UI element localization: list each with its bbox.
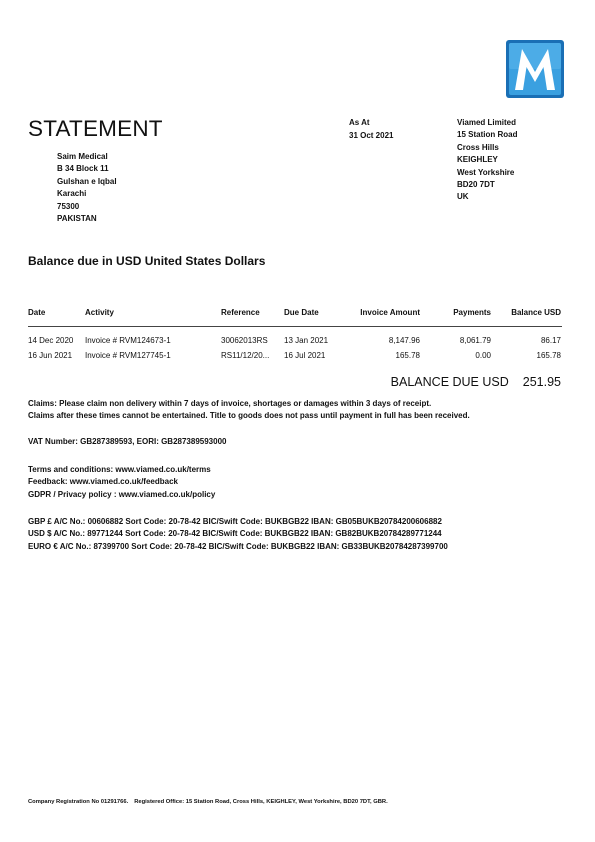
supplier-address-line: 15 Station Road <box>457 130 518 140</box>
table-row <box>28 333 562 348</box>
claims-note-line: Claims: Please claim non delivery within 7 days of invoice, shortages or damages within 3 days of receipt. <box>28 399 432 408</box>
supplier-address-line: West Yorkshire <box>457 167 515 177</box>
row-balance: 165.78 <box>536 350 561 360</box>
as-at-label: As At <box>349 118 370 127</box>
registered-office: Registered Office: 15 Station Road, Cross Hills, KEIGHLEY, West Yorkshire, BD20 7DT, GBR. <box>134 799 388 805</box>
statement-date-block <box>349 117 393 143</box>
statement-table <box>28 307 562 362</box>
balance-due-total <box>391 375 561 389</box>
table-header <box>28 307 562 327</box>
header-invoice-amount: Invoice Amount <box>360 308 420 317</box>
supplier-address-line: UK <box>457 192 469 202</box>
supplier-address-line: Viamed Limited <box>457 118 516 127</box>
policy-links <box>28 464 215 501</box>
header-reference: Reference <box>221 308 260 317</box>
header-date: Date <box>28 308 46 317</box>
row-due-date: 13 Jan 2021 <box>284 336 329 345</box>
customer-address-line: Gulshan e Iqbal <box>57 176 117 186</box>
customer-address-line: PAKISTAN <box>57 214 97 224</box>
table-body <box>28 333 562 362</box>
supplier-address <box>457 117 517 204</box>
row-due-date: 16 Jul 2021 <box>284 350 326 360</box>
viamed-logo-icon <box>506 40 564 98</box>
balance-due-amount: 251.95 <box>522 375 561 389</box>
row-reference: RS11/12/20... <box>221 350 270 360</box>
currency-heading: Balance due in USD United States Dollars <box>28 254 266 268</box>
customer-address-line: Saim Medical <box>57 152 108 161</box>
header-balance: Balance USD <box>511 308 561 317</box>
company-logo <box>506 40 564 98</box>
row-reference: 30062013RS <box>221 336 268 345</box>
feedback-link[interactable]: Feedback: www.viamed.co.uk/feedback <box>28 477 178 487</box>
row-payments: 0.00 <box>475 350 491 360</box>
header-due-date: Due Date <box>284 308 319 317</box>
supplier-address-line: BD20 7DT <box>457 180 495 190</box>
row-invoice-amount: 8,147.96 <box>388 336 420 345</box>
row-date: 14 Dec 2020 <box>28 336 74 345</box>
bank-account-gbp: GBP £ A/C No.: 00606882 Sort Code: 20-78-42 BIC/Swift Code: BUKBGB22 IBAN: GB05BUKB20784200606882 <box>28 517 442 526</box>
bank-account-eur: EURO € A/C No.: 87399700 Sort Code: 20-78-42 BIC/Swift Code: BUKBGB22 IBAN: GB33BUKB20784287399700 <box>28 541 448 551</box>
row-payments: 8,061.79 <box>459 336 491 345</box>
document-title: STATEMENT <box>28 116 163 141</box>
row-activity: Invoice # RVM127745-1 <box>85 350 171 360</box>
row-balance: 86.17 <box>540 336 561 345</box>
terms-link[interactable]: Terms and conditions: www.viamed.co.uk/terms <box>28 465 211 474</box>
company-registration: Company Registration No 01291766. <box>28 799 129 805</box>
claims-note-line: Claims after these times cannot be entertained. Title to goods does not pass until payment in full has been received. <box>28 411 470 420</box>
page-footer <box>28 799 388 805</box>
customer-address-line: Karachi <box>57 189 87 199</box>
privacy-policy-link[interactable]: GDPR / Privacy policy : www.viamed.co.uk/policy <box>28 489 216 499</box>
bank-account-usd: USD $ A/C No.: 89771244 Sort Code: 20-78-42 BIC/Swift Code: BUKBGB22 IBAN: GB82BUKB20784289771244 <box>28 529 442 539</box>
balance-due-label: BALANCE DUE USD <box>390 375 509 389</box>
row-invoice-amount: 165.78 <box>395 350 420 360</box>
header-activity: Activity <box>85 308 114 317</box>
customer-address-line: 75300 <box>57 201 80 211</box>
claims-notes <box>28 398 470 422</box>
table-row <box>28 348 562 363</box>
as-at-date: 31 Oct 2021 <box>349 131 394 141</box>
customer-address <box>57 151 117 225</box>
supplier-address-line: Cross Hills <box>457 142 499 152</box>
customer-address-line: B 34 Block 11 <box>57 164 109 174</box>
bank-details <box>28 516 448 553</box>
vat-number: VAT Number: GB287389593, EORI: GB287389593000 <box>28 437 227 446</box>
header-payments: Payments <box>453 308 491 317</box>
row-date: 16 Jun 2021 <box>28 350 73 360</box>
supplier-address-line: KEIGHLEY <box>457 155 498 165</box>
row-activity: Invoice # RVM124673-1 <box>85 336 171 345</box>
